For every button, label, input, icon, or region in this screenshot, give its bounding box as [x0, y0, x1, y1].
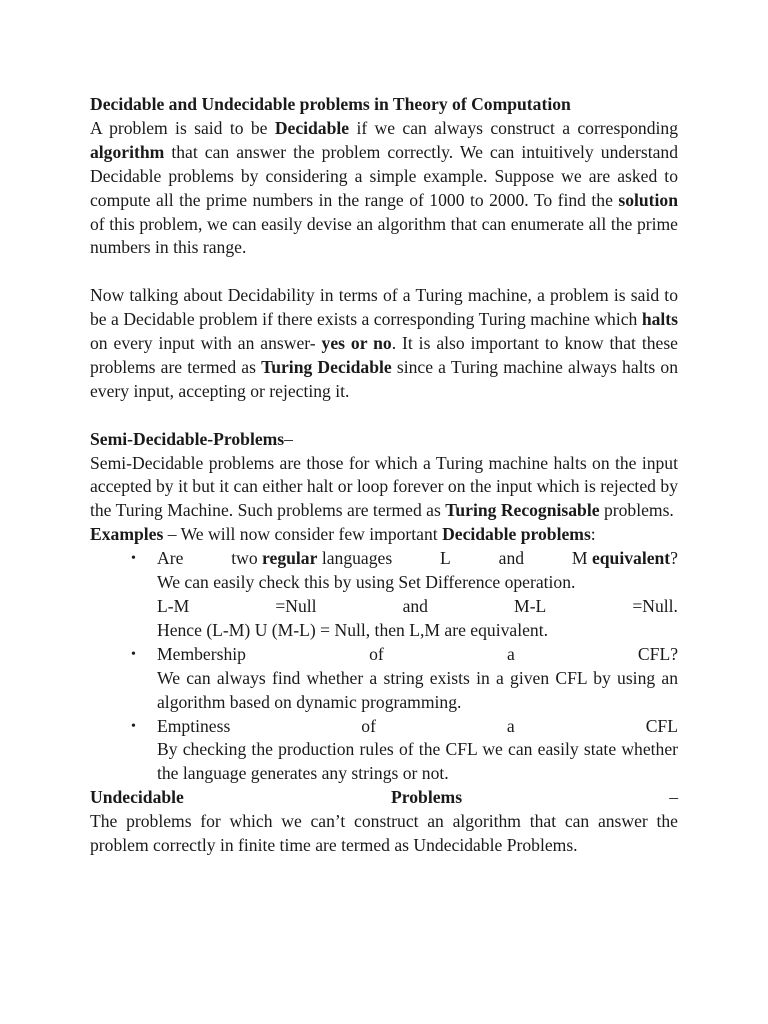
word: a: [506, 715, 515, 736]
turing-bold-yes-no: yes or no: [321, 333, 392, 354]
bullet-line: [157, 715, 678, 739]
word: and: [402, 596, 428, 616]
word: CFL?: [637, 643, 678, 664]
bullet-icon: •: [131, 551, 136, 567]
semi-decidable-paragraph: [90, 452, 678, 524]
word: languages: [317, 548, 393, 569]
bold-regular: regular: [262, 548, 318, 569]
word: M: [571, 548, 592, 569]
examples-text: – We will now consider few important: [163, 524, 443, 545]
bullet-text: Hence (L-M) U (M-L) = Null, then L,M are equivalent.: [157, 619, 548, 640]
word: [231, 547, 392, 571]
turing-paragraph: [90, 284, 678, 404]
word: Are: [157, 548, 184, 569]
intro-bold-algorithm: algorithm: [90, 141, 165, 162]
list-item: [131, 643, 678, 715]
document-title: Decidable and Undecidable problems in Theory of Computation: [90, 94, 571, 114]
examples-bold-decidable-problems: Decidable problems: [442, 524, 591, 545]
word: M-L: [514, 596, 547, 616]
list-item: [131, 547, 678, 643]
undecidable-heading-word: Problems: [391, 787, 463, 808]
paragraph-spacer: [90, 260, 678, 284]
intro-text: if we can always construct a corresponding: [349, 117, 678, 138]
undecidable-heading-word: Undecidable: [90, 787, 184, 808]
undecidable-paragraph: The problems for which we can’t construct an algorithm that can answer the problem correctly in finite time are termed as Undecidable Problems.: [90, 811, 678, 856]
bullet-text: We can easily check this by using Set Difference operation.: [157, 572, 576, 593]
intro-bold-solution: solution: [618, 189, 678, 210]
turing-bold-halts: halts: [641, 309, 678, 330]
word: Emptiness: [157, 715, 231, 736]
bullet-line: [157, 595, 678, 619]
examples-text: :: [590, 524, 596, 545]
word: [572, 547, 678, 571]
undecidable-heading: [90, 786, 678, 810]
bold-equivalent: equivalent: [591, 548, 671, 569]
intro-text: A problem is said to be: [90, 117, 275, 138]
intro-paragraph: [90, 117, 678, 260]
word: of: [361, 715, 376, 736]
semi-text: problems.: [599, 500, 674, 521]
semi-bold-turing-recognisable: Turing Recognisable: [445, 500, 600, 521]
bullet-line: [157, 547, 678, 571]
word: CFL: [645, 715, 678, 736]
bullet-text: By checking the production rules of the CFL we can easily state whether the language generates any strings or not.: [157, 739, 678, 784]
paragraph-spacer: [90, 404, 678, 428]
intro-text: of this problem, we can easily devise an algorithm that can enumerate all the prime numbers in this range.: [90, 213, 678, 258]
word: L-M: [157, 596, 190, 616]
word: and: [498, 548, 525, 569]
turing-bold-turing-decidable: Turing Decidable: [261, 356, 392, 377]
word: =Null: [275, 596, 317, 616]
bullet-line: [157, 643, 678, 667]
word: two: [231, 548, 263, 569]
word: L: [440, 548, 451, 569]
examples-label: Examples: [90, 524, 164, 545]
word: ?: [670, 548, 678, 569]
list-item: [131, 715, 678, 787]
intro-text: that can answer the problem correctly. We can intuitively understand Decidable problems by considering a simple example. Suppose we are asked to compute all the prime numbers in the range of 1000 to 2000. To find the: [90, 141, 678, 210]
bullet-icon: •: [131, 646, 136, 662]
intro-bold-decidable: Decidable: [274, 117, 350, 138]
undecidable-heading-dash: –: [669, 787, 678, 808]
examples-intro: [90, 523, 678, 547]
turing-text: since a Turing machine always halts on every input, accepting or rejecting it.: [90, 356, 678, 401]
word: of: [369, 643, 384, 664]
turing-text: on every input with an answer-: [90, 333, 322, 354]
turing-text: . It is also important to know that these problems are termed as: [90, 333, 678, 377]
semi-heading-bold: Semi-Decidable-Problems: [90, 428, 285, 449]
turing-text: Now talking about Decidability in terms of a Turing machine, a problem is said to be a Decidable problem if there exists a corresponding Turing machine which: [90, 285, 678, 330]
word: =Null.: [632, 596, 678, 616]
word: Membership: [157, 643, 246, 664]
semi-text: Semi-Decidable problems are those for which a Turing machine halts on the input accepted by it but it can either halt or loop forever on the input which is rejected by the Turing Machine. Such problems are termed as: [90, 452, 678, 521]
bullet-icon: •: [131, 718, 136, 734]
document-page: [90, 93, 678, 858]
semi-decidable-heading: [90, 428, 678, 452]
examples-list: [90, 547, 678, 786]
word: a: [506, 643, 515, 664]
semi-heading-dash: –: [284, 428, 293, 449]
bullet-text: We can always find whether a string exists in a given CFL by using an algorithm based on dynamic programming.: [157, 667, 678, 712]
